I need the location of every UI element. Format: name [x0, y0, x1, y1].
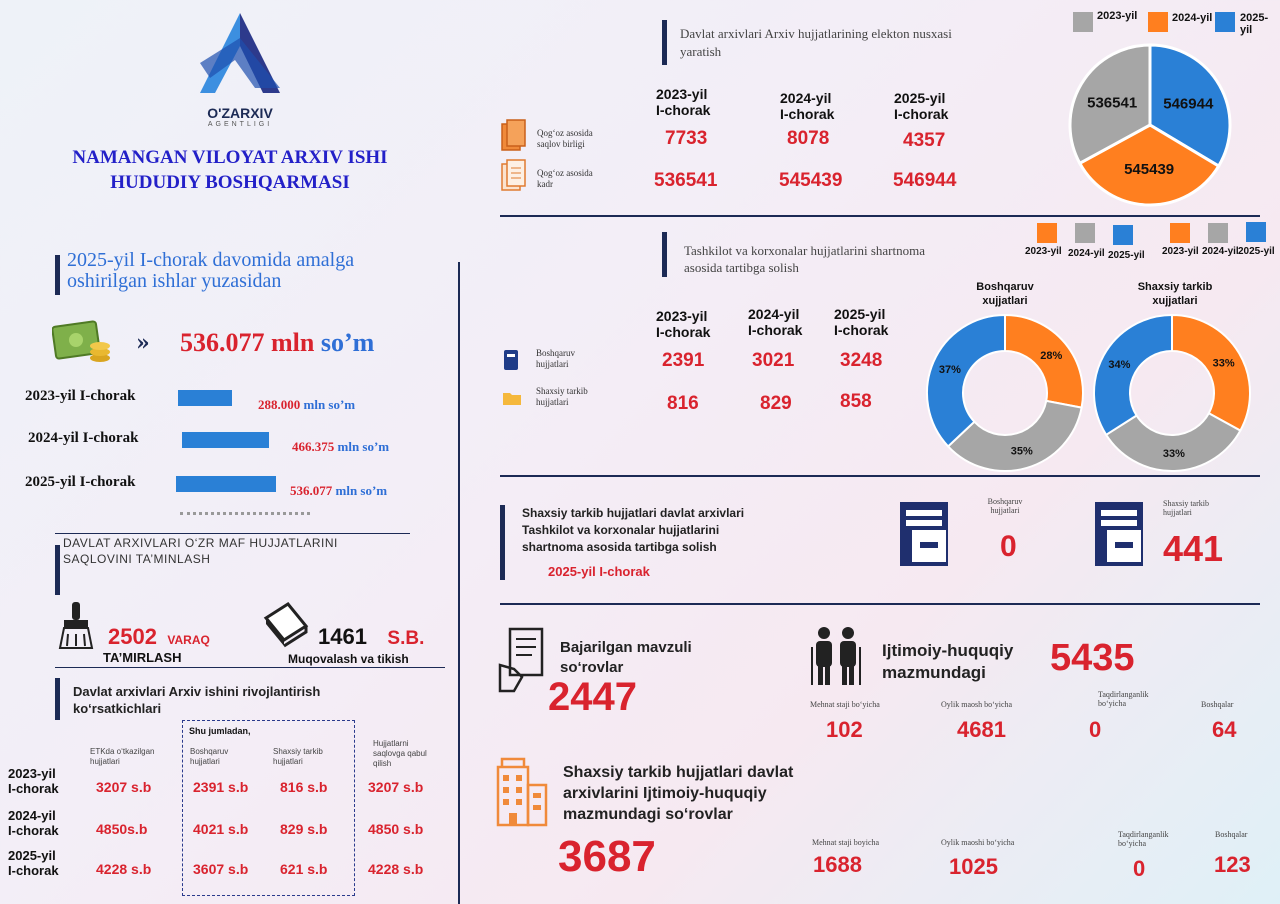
quarter-label: I-chorak	[656, 324, 711, 340]
social-value: 5435	[1050, 637, 1135, 679]
row-label-line1: Qog‘oz asosida	[537, 128, 593, 138]
legend-swatch-2024	[1148, 12, 1168, 32]
revenue-heading-line1: 2025-yil I-chorak davomida amalga	[67, 249, 355, 271]
revenue-bar	[182, 432, 269, 448]
dotted-separator	[180, 512, 310, 515]
page-title	[20, 145, 440, 195]
row-label-line1: Qog‘oz asosida	[537, 168, 593, 178]
personal-val-2: 1025	[949, 854, 998, 879]
year-label: 2025-yil	[834, 306, 886, 322]
col-header-etk: ETKda o‘tkazilgan hujjatlari	[90, 747, 155, 766]
label-line1: Shaxsiy tarkib hujjatlari davlat	[563, 764, 794, 781]
digital-year-3	[894, 90, 948, 122]
personal-heading	[522, 505, 744, 556]
digital-row2-label	[537, 168, 593, 190]
table-row-year	[8, 848, 59, 878]
digital-row2-val-1: 536541	[654, 170, 718, 191]
personal-queries-label	[563, 762, 793, 825]
social-val-1: 102	[826, 717, 863, 742]
personal-col-1: Mehnat staji boyicha	[812, 838, 880, 847]
table-row-year	[8, 808, 59, 838]
social-val-3: 0	[1089, 717, 1102, 742]
revenue-value-unit: mln so’m	[332, 483, 388, 498]
legend-label-2023: 2023-yil	[1025, 246, 1062, 257]
legend-label-2023: 2023-yil	[1162, 246, 1199, 257]
social-val-2: 4681	[957, 717, 1006, 742]
digital-year-2	[780, 90, 834, 122]
donut-chart-boshqaruv	[925, 313, 1085, 473]
arrow-icon: »	[136, 330, 150, 356]
develop-heading-line2: ko‘rsatkichlari	[73, 701, 162, 716]
section-line	[55, 533, 410, 534]
contract-row1-label	[536, 348, 575, 370]
table-cell: 621 s.b	[280, 861, 328, 877]
page-title-line1: NAMANGAN VILOYAT ARXIV ISHI	[72, 147, 388, 168]
personal-queries-value: 3687	[558, 832, 656, 881]
donut-chart-shaxsiy	[1092, 313, 1252, 473]
binding-value: 1461	[318, 624, 367, 649]
legend-swatch-2025	[1113, 225, 1133, 245]
page-title-line2: HUDUDIY BOSHQARMASI	[110, 172, 350, 193]
logo-name: O'ZARXIV	[207, 105, 273, 121]
table-cell: 4021 s.b	[193, 821, 249, 837]
legend-swatch-2023	[1037, 223, 1057, 243]
contract-row2-val-1: 816	[667, 393, 699, 414]
table-cell: 816 s.b	[280, 779, 328, 795]
year-label: 2024-yil	[8, 808, 56, 823]
preserve-heading-line1: DAVLAT ARXIVLARI O‘ZR MAF HUJJATLARINI	[63, 536, 338, 550]
table-cell: 4850s.b	[96, 821, 148, 837]
personal-shaxs-label	[1163, 499, 1243, 517]
legend-label-2024: 2024-yil	[1202, 246, 1239, 257]
archive-box-icon	[1093, 500, 1147, 572]
personal-shaxs-value: 441	[1163, 528, 1224, 569]
table-cell: 3207 s.b	[368, 779, 424, 795]
donut-slice-2025-yil	[927, 315, 1005, 446]
subset-label: Shu jumladan,	[189, 726, 251, 736]
digital-row1-val-1: 7733	[665, 128, 708, 149]
revenue-total	[180, 328, 374, 358]
label-line1: Ijtimoiy-huquqiy	[882, 641, 1014, 660]
table-cell: 4228 s.b	[96, 861, 152, 877]
donut-data-label: 33%	[1162, 447, 1185, 460]
col-header-boshq: Boshqaruv hujjatlari	[190, 747, 229, 766]
revenue-value-number: 288.000	[258, 397, 301, 412]
binder-icon	[502, 348, 520, 376]
section-marker	[500, 505, 505, 580]
section-line	[500, 603, 1260, 605]
label-line2: hujjatlari	[1163, 508, 1192, 517]
section-marker	[55, 255, 60, 295]
quarter-label: I-chorak	[748, 322, 803, 338]
social-col-4: Boshqalar	[1201, 700, 1234, 709]
develop-heading	[73, 683, 320, 717]
label-line3: mazmundagi so‘rovlar	[563, 806, 733, 823]
book-icon	[262, 600, 310, 654]
social-col-2: Oylik maosh bo‘yicha	[941, 700, 1013, 709]
donut-data-label: 37%	[938, 364, 961, 377]
quarter-label: I-chorak	[780, 106, 835, 122]
donut-data-label: 35%	[1010, 445, 1033, 458]
year-label: 2025-yil	[8, 848, 56, 863]
legend-swatch-2025	[1215, 12, 1235, 32]
social-val-4: 64	[1212, 717, 1237, 742]
personal-val-4: 123	[1214, 852, 1251, 877]
digital-row2-val-3: 546944	[893, 170, 957, 191]
personal-boshq-value: 0	[1000, 530, 1017, 563]
social-col-1: Mehnat staji bo‘yicha	[810, 700, 880, 709]
repair-figure	[108, 624, 210, 650]
digital-row1-val-3: 4357	[903, 130, 946, 151]
revenue-row-value	[292, 439, 389, 455]
revenue-row-value	[258, 397, 355, 413]
revenue-value-unit: mln so’m	[300, 397, 356, 412]
thematic-label	[560, 638, 692, 678]
revenue-total-unit: so’m	[320, 328, 375, 357]
row-label-line2: hujjatlari	[536, 397, 569, 407]
row-label-line2: saqlov birligi	[537, 139, 585, 149]
contract-year-1	[656, 308, 710, 340]
contract-row1-val-2: 3021	[752, 350, 795, 371]
table-cell: 2391 s.b	[193, 779, 249, 795]
binding-figure	[318, 624, 424, 650]
label-line1: Shaxsiy tarkib	[1163, 499, 1209, 508]
legend-swatch-2023	[1073, 12, 1093, 32]
pie-data-label: 545439	[1124, 160, 1175, 178]
contract-row1-val-1: 2391	[662, 350, 705, 371]
legend-swatch-2025	[1246, 222, 1266, 242]
pie-data-label: 536541	[1087, 94, 1138, 112]
row-label-line1: Shaxsiy tarkib	[536, 386, 588, 396]
year-label: 2024-yil	[780, 90, 832, 106]
legend-label-2024: 2024-yil	[1172, 12, 1213, 24]
contract-year-2	[748, 306, 802, 338]
revenue-row-value	[290, 483, 387, 499]
revenue-bar	[176, 476, 276, 492]
building-icon	[492, 755, 550, 831]
personal-heading-line1: Shaxsiy tarkib hujjatlari davlat arxivlari	[522, 506, 745, 520]
table-cell: 3607 s.b	[193, 861, 249, 877]
brush-icon	[58, 600, 96, 654]
personal-val-1: 1688	[813, 852, 862, 877]
digital-heading	[680, 25, 952, 61]
table-row-year	[8, 766, 59, 796]
col-header-shaxs: Shaxsiy tarkib hujjatlari	[273, 747, 323, 766]
row-label-line2: kadr	[537, 179, 553, 189]
label-line2: hujjatlari	[990, 506, 1020, 515]
folder-icon	[502, 390, 522, 410]
quarter-label: I-chorak	[8, 823, 59, 838]
column-divider	[458, 262, 460, 904]
section-line	[500, 215, 1260, 217]
preserve-heading-line2: SAQLOVINI TA’MINLASH	[63, 552, 211, 566]
legend-swatch-2024	[1208, 223, 1228, 243]
contract-heading	[684, 242, 925, 276]
pie-data-label: 546944	[1163, 95, 1214, 113]
donut-slice-2023-yil	[1172, 315, 1250, 431]
personal-period: 2025-yil I-chorak	[548, 564, 650, 579]
contract-row1-val-3: 3248	[840, 350, 883, 371]
quarter-label: I-chorak	[656, 102, 711, 118]
archive-box-icon	[898, 500, 952, 572]
section-line	[55, 667, 445, 668]
quarter-label: I-chorak	[8, 781, 59, 796]
personal-col-2: Oylik maoshi bo‘yicha	[941, 838, 1015, 847]
label-line1: Bajarilgan mavzuli	[560, 639, 692, 656]
digital-row1-label	[537, 128, 593, 150]
binding-unit: S.B.	[387, 628, 425, 649]
binding-label: Muqovalash va tikish	[288, 652, 409, 666]
year-label: 2023-yil	[8, 766, 56, 781]
table-cell: 829 s.b	[280, 821, 328, 837]
col-header-qabul: Hujjatlarni saqlovga qabul qilish	[373, 739, 427, 768]
personal-col-3: Taqdirlanganlik bo‘yicha	[1118, 830, 1169, 848]
revenue-heading-line2: oshirilgan ishlar yuzasidan	[67, 270, 282, 292]
label-line2: so‘rovlar	[560, 659, 624, 676]
thematic-value: 2447	[548, 675, 637, 719]
year-label: 2025-yil	[894, 90, 946, 106]
social-label	[882, 640, 1013, 684]
elderly-people-icon	[808, 625, 864, 691]
table-cell: 4228 s.b	[368, 861, 424, 877]
revenue-row-label: 2025-yil I-chorak	[25, 474, 136, 490]
row-label-line1: Boshqaruv	[536, 348, 575, 358]
revenue-bar	[178, 390, 232, 406]
donut-title-boshq: Boshqaruv xujjatlari	[976, 281, 1034, 307]
contract-row2-val-2: 829	[760, 393, 792, 414]
donut-data-label: 28%	[1040, 349, 1063, 362]
donut-slice-2025-yil	[1094, 315, 1172, 435]
donut-data-label: 34%	[1108, 359, 1131, 372]
digital-row2-val-2: 545439	[779, 170, 843, 191]
clipboard-hand-icon	[496, 625, 546, 699]
paper-stack-icon	[500, 118, 528, 156]
contract-heading-line1: Tashkilot va korxonalar hujjatlarini shartnoma	[684, 243, 925, 258]
logo-mark-icon	[185, 8, 295, 103]
legend-swatch-2023	[1170, 223, 1190, 243]
label-line2: arxivlarini Ijtimoiy-huquqiy	[563, 785, 767, 802]
donut-title-shaxs: Shaxsiy tarkib xujjatlari	[1137, 281, 1213, 307]
logo	[185, 8, 295, 133]
digital-heading-line2: yaratish	[680, 44, 722, 59]
document-icon	[500, 158, 528, 198]
repair-unit: VARAQ	[167, 633, 210, 647]
year-label: 2024-yil	[748, 306, 800, 322]
revenue-value-number: 466.375	[292, 439, 335, 454]
pie-chart-digital	[1050, 40, 1250, 210]
row-label-line2: hujjatlari	[536, 359, 569, 369]
revenue-total-value: 536.077 mln	[180, 328, 315, 357]
social-col-3: Taqdirlanganlik bo‘yicha	[1098, 690, 1149, 708]
personal-col-4: Boshqalar	[1215, 830, 1248, 839]
digital-year-1	[656, 86, 710, 118]
repair-label: TA’MIRLASH	[103, 650, 182, 665]
contract-year-3	[834, 306, 888, 338]
contract-row2-label	[536, 386, 588, 408]
contract-row2-val-3: 858	[840, 391, 872, 412]
year-label: 2023-yil	[656, 86, 708, 102]
logo-sub: AGENTLIGI	[207, 121, 273, 128]
revenue-value-unit: mln so’m	[334, 439, 390, 454]
personal-heading-line2: Tashkilot va korxonalar hujjatlarini	[522, 523, 720, 537]
quarter-label: I-chorak	[834, 322, 889, 338]
quarter-label: I-chorak	[894, 106, 949, 122]
quarter-label: I-chorak	[8, 863, 59, 878]
legend-swatch-2024	[1075, 223, 1095, 243]
digital-heading-line1: Davlat arxivlari Arxiv hujjatlarining elekton nusxasi	[680, 26, 952, 41]
revenue-value-number: 536.077	[290, 483, 333, 498]
contract-heading-line2: asosida tartibga solish	[684, 260, 799, 275]
legend-label-2024: 2024-yil	[1068, 248, 1105, 259]
personal-heading-line3: shartnoma asosida tartibga solish	[522, 540, 717, 554]
repair-value: 2502	[108, 624, 157, 649]
digital-row1-val-2: 8078	[787, 128, 830, 149]
revenue-row-label: 2024-yil I-chorak	[28, 430, 139, 446]
section-marker	[55, 678, 60, 720]
donut-data-label: 33%	[1212, 357, 1235, 370]
preserve-heading	[63, 535, 338, 567]
label-line1: Boshqaruv	[987, 497, 1023, 506]
table-cell: 4850 s.b	[368, 821, 424, 837]
section-marker	[662, 20, 667, 65]
section-line	[500, 475, 1260, 477]
section-marker	[55, 545, 60, 595]
develop-heading-line1: Davlat arxivlari Arxiv ishini rivojlantirish	[73, 684, 321, 699]
year-label: 2023-yil	[656, 308, 708, 324]
personal-boshq-label	[975, 497, 1035, 515]
section-marker	[662, 232, 667, 277]
revenue-row-label: 2023-yil I-chorak	[25, 388, 136, 404]
revenue-heading	[67, 250, 354, 292]
legend-label-2025: 2025-yil	[1238, 246, 1275, 257]
legend-label-2025: 2025-yil	[1240, 12, 1269, 36]
money-icon	[52, 318, 114, 366]
label-line2: mazmundagi	[882, 663, 986, 682]
legend-label-2025: 2025-yil	[1108, 250, 1145, 261]
table-cell: 3207 s.b	[96, 779, 152, 795]
legend-label-2023: 2023-yil	[1097, 10, 1138, 22]
personal-val-3: 0	[1133, 856, 1146, 881]
